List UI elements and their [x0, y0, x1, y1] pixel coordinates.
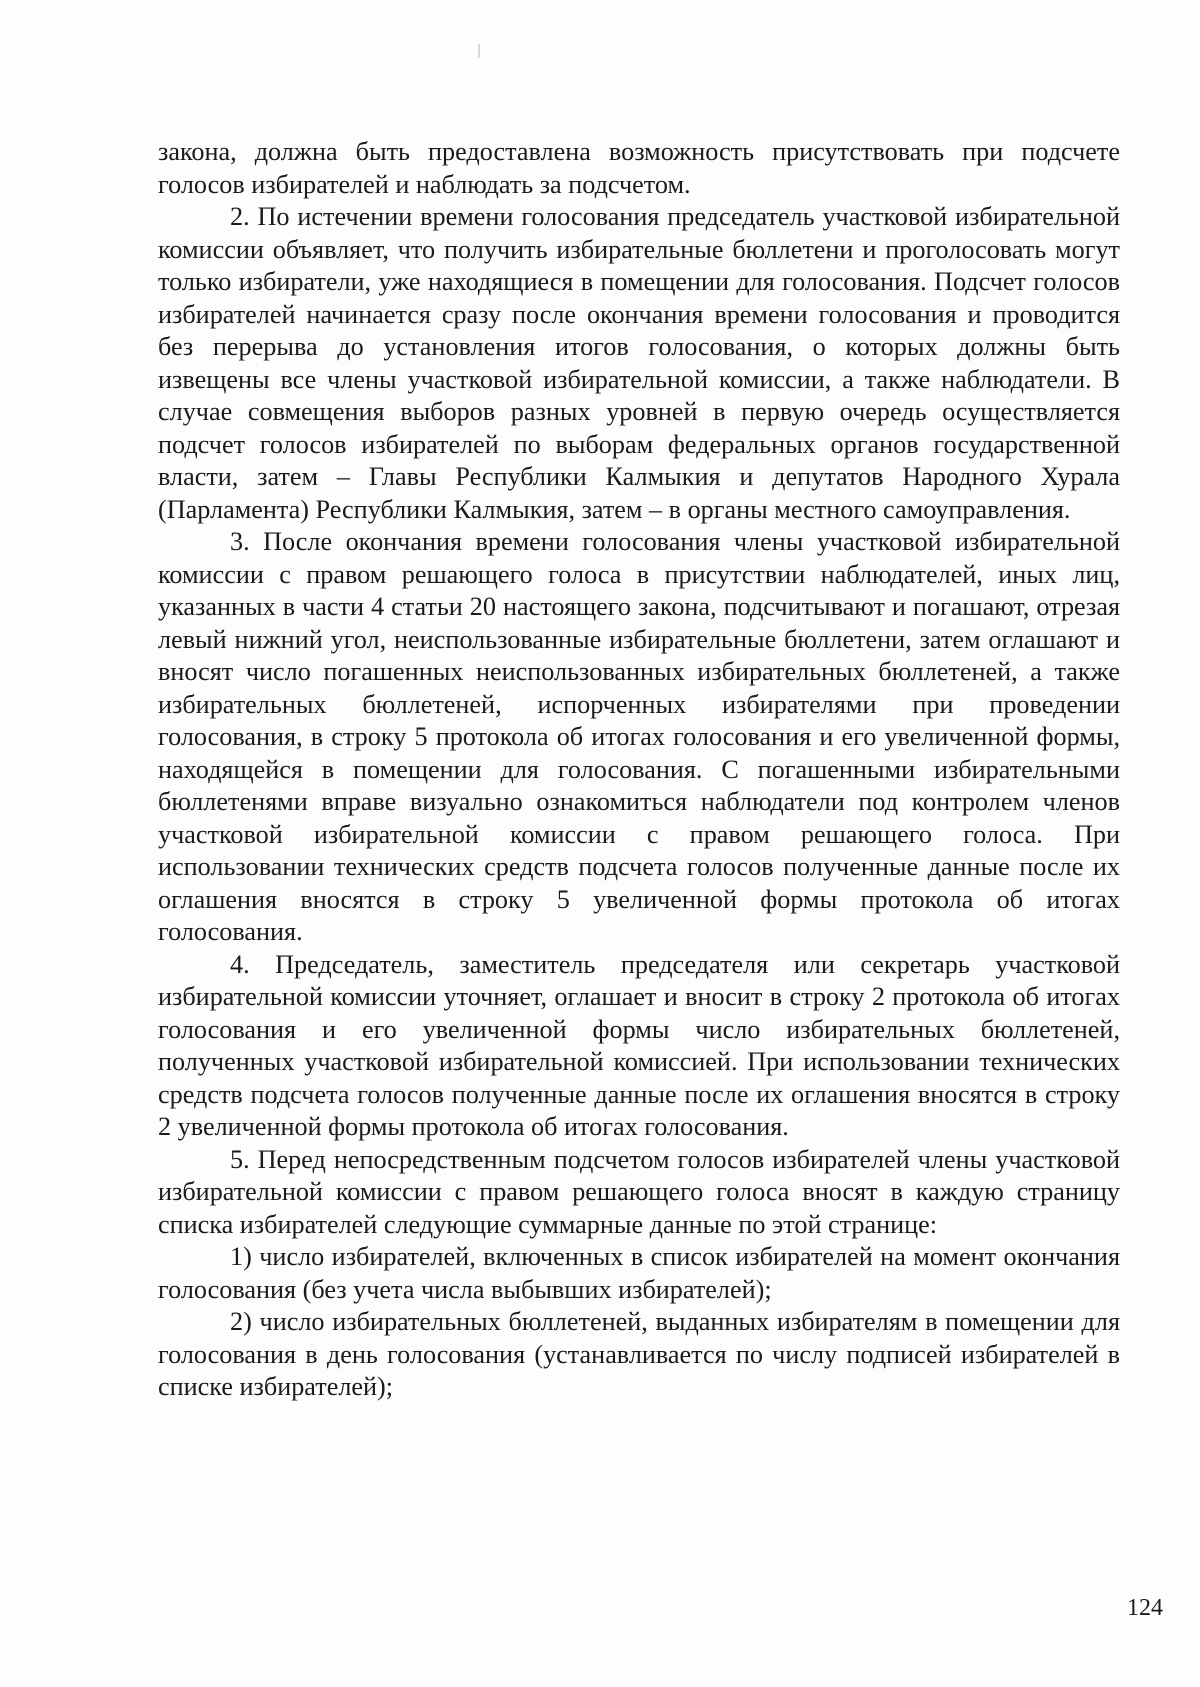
paragraph-item-4: 4. Председатель, заместитель председателя или секретарь участковой избирательной комиссии уточняет, оглашает и вносит в строку 2 протокола об итогах голосования и его увеличенной формы число избирательных бюллетеней, полученных участковой избирательной комиссией. При использовании технических средств подсчета голосов полученные данные после их оглашения вносятся в строку 2 увеличенной формы протокола об итогах голосования.: [158, 949, 1120, 1141]
page-number: 124: [1127, 1595, 1163, 1621]
paragraph-item-2: 2. По истечении времени голосования председатель участковой избирательной комиссии объявляет, что получить избирательные бюллетени и проголосовать могут только избиратели, уже находящиеся в помещении для голосования. Подсчет голосов избирателей начинается сразу после окончания времени голосования и проводится без перерыва до установления итогов голосования, о которых должны быть извещены все члены участковой избирательной комиссии, а также наблюдатели. В случае совмещения выборов разных уровней в первую очередь осуществляется подсчет голосов избирателей по выборам федеральных органов государственной власти, затем – Главы Республики Калмыкия и депутатов Народного Хурала (Парламента) Республики Калмыкия, затем – в органы местного самоуправления.: [158, 202, 1120, 524]
paragraph-item-3: 3. После окончания времени голосования члены участковой избирательной комиссии с правом решающего голоса в присутствии наблюдателей, иных лиц, указанных в части 4 статьи 20 настоящего закона, подсчитывают и погашают, отрезая левый нижний угол, неиспользованные избирательные бюллетени, затем оглашают и вносят число погашенных неиспользованных избирательных бюллетеней, а также избирательных бюллетеней, испорченных избирателями при проведении голосования, в строку 5 протокола об итогах голосования и его увеличенной формы, находящейся в помещении для голосования. С погашенными избирательными бюллетенями вправе визуально ознакомиться наблюдатели под контролем членов участковой избирательной комиссии с правом решающего голоса. При использовании технических средств подсчета голосов полученные данные после их оглашения вносятся в строку 5 увеличенной формы протокола об итогах голосования.: [158, 527, 1120, 946]
paragraph-continuation: закона, должна быть предоставлена возможность присутствовать при подсчете голосов избирателей и наблюдать за подсчетом.: [158, 137, 1120, 199]
body-text: [158, 136, 1120, 1404]
scan-mark: [478, 44, 480, 58]
subitem-2: 2) число избирательных бюллетеней, выданных избирателям в помещении для голосования в день голосования (устанавливается по числу подписей избирателей в списке избирателей);: [158, 1307, 1120, 1401]
paragraph-item-5: 5. Перед непосредственным подсчетом голосов избирателей члены участковой избирательной комиссии с правом решающего голоса вносят в каждую страницу списка избирателей следующие суммарные данные по этой странице:: [158, 1144, 1120, 1239]
subitem-1: 1) число избирателей, включенных в список избирателей на момент окончания голосования (без учета числа выбывших избирателей);: [158, 1242, 1120, 1304]
